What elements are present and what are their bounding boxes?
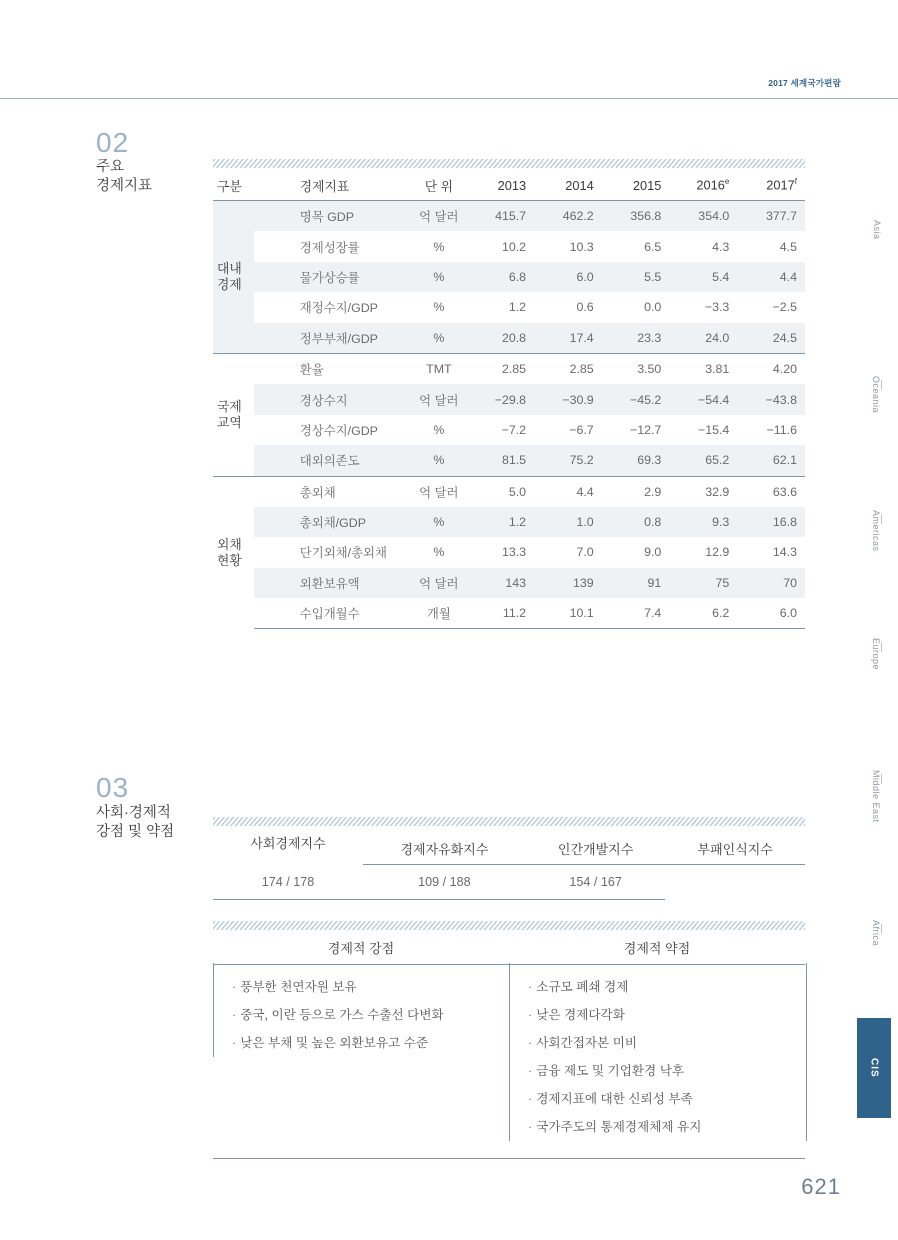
cell-value: −12.7 bbox=[629, 422, 662, 437]
indicator-unit: % bbox=[433, 545, 445, 560]
list-item: · 금융 제도 및 기업환경 낙후 bbox=[528, 1064, 685, 1078]
cell-value: 24.5 bbox=[737, 323, 805, 354]
table-header-row bbox=[213, 826, 805, 865]
section-03-title-line2: 강점 및 약점 bbox=[96, 824, 175, 840]
cell-value: 462.2 bbox=[534, 201, 602, 232]
cell-value: 63.6 bbox=[737, 476, 805, 507]
side-tab-middle-east-label: Middle East bbox=[871, 770, 881, 823]
indicator-name: 경상수지/GDP bbox=[299, 423, 378, 438]
economic-indicators-table bbox=[213, 170, 805, 629]
table-row bbox=[213, 384, 805, 414]
cell-value: 354.0 bbox=[669, 201, 737, 232]
cell-value: 0.0 bbox=[644, 300, 662, 315]
cell-value: 70 bbox=[737, 568, 805, 598]
side-tab-oceania-label: Oceania bbox=[871, 376, 881, 414]
section-03-number: 03 bbox=[96, 772, 130, 803]
cell-value: −43.8 bbox=[737, 384, 805, 414]
list-item: · 낮은 경제다각화 bbox=[528, 1008, 625, 1022]
col-header-strengths: 경제적 강점 bbox=[213, 930, 509, 965]
indicator-name: 명목 GDP bbox=[254, 201, 412, 232]
indicator-name: 정부부채/GDP bbox=[254, 323, 412, 354]
bullet-icon: · bbox=[528, 1036, 533, 1050]
list-item: · 경제지표에 대한 신뢰성 부족 bbox=[528, 1092, 693, 1106]
col-header-unit: 단 위 bbox=[411, 170, 466, 201]
cell-value: 9.3 bbox=[669, 507, 737, 537]
side-tab-europe[interactable] bbox=[871, 638, 882, 670]
cell-value: 20.8 bbox=[466, 323, 534, 354]
bullet-icon: · bbox=[232, 980, 237, 994]
cell-value: 2.9 bbox=[602, 476, 670, 507]
tab-mark-icon bbox=[881, 380, 882, 390]
cell-value: 6.0 bbox=[737, 598, 805, 629]
tab-mark-icon bbox=[881, 642, 882, 652]
cell-value: 10.1 bbox=[534, 598, 602, 629]
cell-value: 356.8 bbox=[602, 201, 670, 232]
indicator-name: 외환보유액 bbox=[254, 568, 412, 598]
col-header-2014: 2014 bbox=[534, 170, 602, 201]
col-header-human-development: 인간개발지수 bbox=[526, 826, 666, 865]
cell-value: 81.5 bbox=[466, 445, 534, 476]
cell-value: −29.8 bbox=[466, 384, 534, 414]
side-tab-asia[interactable] bbox=[872, 220, 882, 240]
tab-mark-icon bbox=[881, 924, 882, 934]
cell-value: 7.0 bbox=[576, 545, 594, 560]
cell-value: −11.6 bbox=[766, 422, 797, 437]
header-title: 2017 세계국가편람 bbox=[768, 78, 841, 88]
cell-value: 23.3 bbox=[602, 323, 670, 354]
col-header-weaknesses: 경제적 약점 bbox=[509, 930, 805, 965]
group-label-trade: 국제 교역 bbox=[213, 353, 254, 476]
cell-value: 16.8 bbox=[737, 507, 805, 537]
cell-value: 75.2 bbox=[534, 445, 602, 476]
side-tab-americas[interactable] bbox=[871, 510, 882, 552]
indicator-name: 환율 bbox=[254, 353, 412, 384]
cell-value: 154 / 167 bbox=[526, 865, 666, 900]
cell-value: 6.2 bbox=[669, 598, 737, 629]
cell-value: 65.2 bbox=[669, 445, 737, 476]
cell-value: 2.85 bbox=[534, 353, 602, 384]
cell-value: 0.6 bbox=[576, 300, 594, 315]
cell-value: 139 bbox=[534, 568, 602, 598]
section-02-number: 02 bbox=[96, 127, 130, 158]
cell-value: 17.4 bbox=[534, 323, 602, 354]
side-tab-europe-label: Europe bbox=[871, 638, 881, 671]
list-item: · 풍부한 천연자원 보유 bbox=[232, 980, 357, 994]
cell-value: 14.3 bbox=[772, 545, 797, 560]
hatch-bar-index-table bbox=[213, 816, 805, 826]
table-row bbox=[213, 292, 805, 322]
table-row bbox=[213, 865, 805, 900]
table-row bbox=[213, 201, 805, 232]
col-header-corruption-perception: 부패인식지수 bbox=[665, 826, 805, 865]
table-header-row bbox=[213, 930, 805, 965]
indicator-name: 수입개월수 bbox=[254, 598, 412, 629]
col-header-2013: 2013 bbox=[466, 170, 534, 201]
indicator-unit: % bbox=[433, 300, 445, 315]
indicator-unit: TMT bbox=[411, 353, 466, 384]
side-tab-middle-east[interactable] bbox=[871, 770, 882, 823]
cell-value: 3.81 bbox=[669, 353, 737, 384]
cell-value: 4.4 bbox=[534, 476, 602, 507]
table-row bbox=[213, 568, 805, 598]
list-item: · 중국, 이란 등으로 가스 수출선 다변화 bbox=[232, 1008, 444, 1022]
tab-mark-icon bbox=[881, 514, 882, 524]
cell-value: 24.0 bbox=[669, 323, 737, 354]
indicator-unit: 억 달러 bbox=[411, 568, 466, 598]
side-tab-africa[interactable] bbox=[871, 920, 882, 946]
cell-value: −7.2 bbox=[501, 422, 527, 437]
cell-value: 5.4 bbox=[669, 262, 737, 292]
indicator-unit: 억 달러 bbox=[411, 476, 466, 507]
cell-value: −6.7 bbox=[569, 422, 594, 437]
cell-value: 10.2 bbox=[501, 239, 527, 254]
group-label-debt: 외채 현황 bbox=[213, 476, 254, 629]
col-header-2017: 2017$^f$ bbox=[737, 170, 805, 201]
col-header-2015: 2015 bbox=[602, 170, 670, 201]
cell-value: 75 bbox=[669, 568, 737, 598]
cell-value: 4.4 bbox=[737, 262, 805, 292]
section-02-title bbox=[96, 158, 152, 196]
list-item: · 소규모 폐쇄 경제 bbox=[528, 980, 629, 994]
cell-value: 415.7 bbox=[466, 201, 534, 232]
cell-value: −54.4 bbox=[669, 384, 737, 414]
col-header-indicator: 경제지표 bbox=[254, 170, 412, 201]
list-item: · 낮은 부채 및 높은 외환보유고 수준 bbox=[232, 1036, 429, 1050]
page-number: 621 bbox=[801, 1174, 841, 1199]
header-divider bbox=[0, 98, 898, 99]
cell-value: 109 / 188 bbox=[363, 865, 526, 900]
cell-value: 11.2 bbox=[466, 598, 534, 629]
cell-value: 1.2 bbox=[466, 507, 534, 537]
section-02-title-line2: 경제지표 bbox=[96, 178, 153, 194]
cell-value: −45.2 bbox=[602, 384, 670, 414]
index-row-label: 사회경제지수 bbox=[250, 835, 326, 851]
table-row bbox=[213, 537, 805, 567]
indicator-name: 재정수지/GDP bbox=[299, 301, 378, 316]
cell-value: −15.4 bbox=[697, 422, 730, 437]
cell-value: 0.8 bbox=[602, 507, 670, 537]
cell-value: 2.85 bbox=[466, 353, 534, 384]
list-item: · 국가주도의 통제경제체제 유지 bbox=[528, 1120, 702, 1134]
table-row bbox=[213, 415, 805, 445]
weaknesses-column bbox=[509, 963, 807, 1141]
hatch-bar-strength-weakness-table bbox=[213, 920, 805, 930]
indicator-name: 경상수지 bbox=[254, 384, 412, 414]
cell-value: 5.5 bbox=[602, 262, 670, 292]
indicator-unit: % bbox=[411, 262, 466, 292]
cell-value: −30.9 bbox=[534, 384, 602, 414]
cell-value: 4.20 bbox=[737, 353, 805, 384]
cell-value: 12.9 bbox=[705, 545, 730, 560]
table-row bbox=[213, 445, 805, 476]
cell-value: 143 bbox=[466, 568, 534, 598]
side-tab-americas-label: Americas bbox=[871, 510, 881, 552]
table-row bbox=[213, 231, 805, 261]
socio-economic-index-table bbox=[213, 826, 805, 900]
indicator-name: 물가상승률 bbox=[254, 262, 412, 292]
side-tab-asia-label: Asia bbox=[872, 220, 882, 240]
indicator-unit: % bbox=[433, 239, 445, 254]
bullet-icon: · bbox=[528, 1092, 533, 1106]
table-row bbox=[213, 598, 805, 629]
indicator-name: 경제성장률 bbox=[299, 240, 360, 255]
indicator-unit: % bbox=[411, 507, 466, 537]
page-header bbox=[0, 0, 898, 100]
indicator-unit: % bbox=[411, 445, 466, 476]
strength-weakness-table bbox=[213, 930, 805, 965]
cell-value: 9.0 bbox=[644, 545, 662, 560]
table-row bbox=[213, 323, 805, 354]
cell-value: 1.2 bbox=[508, 300, 527, 315]
cell-value: 174 / 178 bbox=[213, 865, 363, 900]
table-row bbox=[213, 262, 805, 292]
section-03-title-line1: 사회·경제적 bbox=[96, 805, 171, 821]
cell-value: −2.5 bbox=[772, 300, 797, 315]
col-header-group: 구분 bbox=[213, 170, 254, 201]
indicator-unit: % bbox=[433, 422, 445, 437]
side-tab-africa-label: Africa bbox=[871, 920, 881, 947]
cell-value: 7.4 bbox=[602, 598, 670, 629]
col-header-economic-freedom: 경제자유화지수 bbox=[363, 826, 526, 865]
section-02-title-line1: 주요 bbox=[96, 159, 125, 175]
cell-value: 377.7 bbox=[737, 201, 805, 232]
cell-value: 6.8 bbox=[466, 262, 534, 292]
col-header-2016: 2016e bbox=[669, 170, 737, 201]
table-header-row bbox=[213, 170, 805, 201]
side-tab-oceania[interactable] bbox=[871, 376, 882, 413]
bullet-icon: · bbox=[232, 1036, 237, 1050]
bullet-icon: · bbox=[528, 1064, 533, 1078]
strengths-column bbox=[213, 963, 510, 1057]
bullet-icon: · bbox=[232, 1008, 237, 1022]
cell-value: −3.3 bbox=[704, 300, 730, 315]
indicator-name: 총외채 bbox=[254, 476, 412, 507]
cell-value: 3.50 bbox=[602, 353, 670, 384]
tab-mark-icon bbox=[881, 774, 882, 784]
cell-value: 4.3 bbox=[712, 239, 730, 254]
cell-value: 6.5 bbox=[644, 239, 662, 254]
cell-value: 69.3 bbox=[602, 445, 670, 476]
indicator-unit: 억 달러 bbox=[411, 384, 466, 414]
strength-weakness-bottom-rule bbox=[213, 1158, 805, 1159]
table-row bbox=[213, 507, 805, 537]
cell-value: 4.5 bbox=[779, 239, 797, 254]
cell-value: 32.9 bbox=[669, 476, 737, 507]
cell-value: 10.3 bbox=[569, 239, 594, 254]
indicator-name: 총외채/GDP bbox=[254, 507, 412, 537]
bullet-icon: · bbox=[528, 1008, 533, 1022]
cell-value: 13.3 bbox=[501, 545, 527, 560]
indicator-name: 대외의존도 bbox=[254, 445, 412, 476]
cell-value: 62.1 bbox=[737, 445, 805, 476]
hatch-bar-economy-table bbox=[213, 158, 805, 168]
indicator-unit: 개월 bbox=[411, 598, 466, 629]
side-tab-cis-active[interactable] bbox=[857, 1018, 891, 1118]
indicator-unit: 억 달러 bbox=[411, 201, 466, 232]
group-label-domestic: 대내 경제 bbox=[213, 201, 254, 354]
bullet-icon: · bbox=[528, 1120, 533, 1134]
indicator-name: 단기외채/총외채 bbox=[299, 546, 387, 561]
cell-value: 91 bbox=[602, 568, 670, 598]
bullet-icon: · bbox=[528, 980, 533, 994]
indicator-unit: % bbox=[411, 323, 466, 354]
side-tab-cis-label: CIS bbox=[868, 1058, 880, 1078]
cell-value: 6.0 bbox=[534, 262, 602, 292]
cell-value: 1.0 bbox=[534, 507, 602, 537]
list-item: · 사회간접자본 미비 bbox=[528, 1036, 638, 1050]
table-row bbox=[213, 353, 805, 384]
table-row bbox=[213, 476, 805, 507]
cell-value: 5.0 bbox=[466, 476, 534, 507]
section-03-title bbox=[96, 804, 174, 842]
